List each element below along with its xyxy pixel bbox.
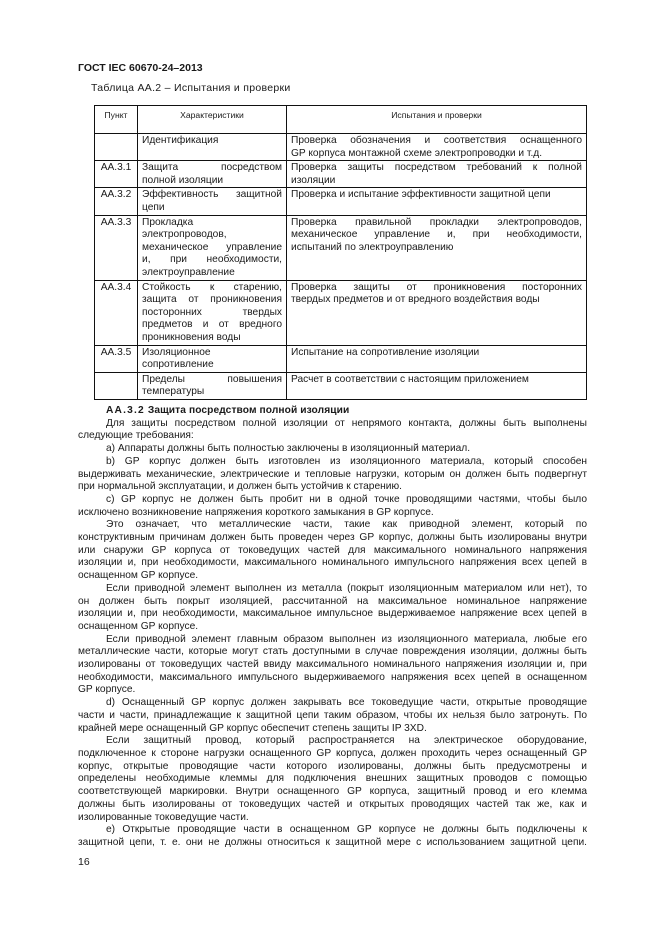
text-line: Проверка и испытание эффективности защитной цепи xyxy=(291,189,551,201)
text-line: при нормальной эксплуатации, и должен быть устойчив к старению. xyxy=(78,481,402,493)
text-line: металлические части, которые могут стать доступными в случае повреждения изоляции, должны быть xyxy=(78,646,587,658)
text-line: части и части, принадлежащие к защитной цепи таким образом, чтобы их нельзя было затронуть. По xyxy=(78,709,587,721)
text-line: Если приводной элемент главным образом выполнен из изоляционного материала, любые его xyxy=(106,633,587,645)
text-line: определены необходимые клеммы для подключения внешних защитных проводов с помощью xyxy=(78,773,587,785)
table-row xyxy=(95,280,587,345)
text-line: температуры xyxy=(142,386,205,398)
text-line: d) Оснащенный GP корпус должен закрывать все токоведущие части, открытые проводящие xyxy=(106,697,587,709)
text-line: Стойкость к старению, xyxy=(142,281,282,293)
section-title: Защита посредством полной изоляции xyxy=(147,405,350,416)
text-line: механическое управление и, при необходимости, xyxy=(291,229,582,241)
text-line: механическое управление xyxy=(142,241,282,253)
text-line: изоляции и, при необходимости, максимальное импульсное выдерживаемое напряжение всех цепей в xyxy=(78,608,587,620)
section-number: АА.3.2 xyxy=(106,405,145,416)
text-line: Испытание на сопротивление изоляции xyxy=(291,346,480,358)
text-line: должны быть изолированы от токоведущих частей и открытых проводящих частей так же, как и xyxy=(78,798,587,810)
text-line: изоляции xyxy=(291,174,336,186)
paragraph xyxy=(78,519,587,583)
text-line: оснащенном GP корпусе. xyxy=(78,570,199,582)
cell-item: АА.3.3 xyxy=(95,215,138,280)
paragraph xyxy=(78,735,587,824)
text-line: проникновения воды xyxy=(142,331,241,343)
cell-item: АА.3.1 xyxy=(95,161,138,188)
column-header-item: Пункт xyxy=(95,106,138,134)
cell-tests xyxy=(287,280,587,345)
text-line: защитной цепи, т. е. они не должны относиться к защитной мере с использованием защитной цепи. xyxy=(78,836,587,848)
section-heading xyxy=(78,405,587,418)
text-line: следующие требования: xyxy=(78,430,194,442)
text-line: Это означает, что металлические части, такие как приводной элемент, который по xyxy=(106,519,587,531)
cell-item: АА.3.2 xyxy=(95,188,138,215)
text-line: предметов и от вредного xyxy=(142,319,282,331)
table-row xyxy=(95,161,587,188)
table-row xyxy=(95,345,587,372)
cell-tests xyxy=(287,161,587,188)
text-line: и, при необходимости, xyxy=(142,254,282,266)
text-line: твердых предметов и от вредного воздействия воды xyxy=(291,294,540,306)
cell-tests xyxy=(287,188,587,215)
text-line: Прокладка xyxy=(142,216,194,228)
text-line: Проверка обозначения и соответствия оснащенного xyxy=(291,135,582,146)
text-line: а) Аппараты должны быть полностью заключены в изоляционный материал. xyxy=(106,443,471,455)
text-line: электропроводов, xyxy=(142,229,227,241)
text-line: корпус, открытые проводящие части которого изолированы, должны быть предусмотрены и xyxy=(78,760,587,772)
table-caption: Таблица АА.2 – Испытания и проверки xyxy=(91,82,291,94)
text-line: защита от проникновения xyxy=(142,294,282,306)
text-line: изолированные токоведущие части. xyxy=(78,811,249,823)
text-line: подключенное к стороне нагрузки оснащенного GP корпуса, должен проходить через оснащенный GP xyxy=(78,747,587,759)
table-row xyxy=(95,372,587,399)
text-line: Для защиты посредством полной изоляции от непрямого контакта, должны быть выполнены xyxy=(106,417,587,429)
cell-tests xyxy=(287,345,587,372)
cell-tests xyxy=(287,134,587,161)
text-line: он должен быть покрыт изоляцией, рассчитанной на максимальное номинальное напряжение xyxy=(78,595,587,607)
paragraph xyxy=(78,583,587,634)
cell-characteristic xyxy=(138,134,287,161)
paragraph xyxy=(78,634,587,698)
cell-characteristic xyxy=(138,345,287,372)
text-line: соответствующей маркировки. Внутри оснащенного GP корпуса, защитный провод и его клемма xyxy=(78,786,587,798)
text-line: электроуправление xyxy=(142,266,235,278)
text-line: Пределы повышения xyxy=(142,373,282,385)
cell-item xyxy=(95,372,138,399)
cell-item xyxy=(95,134,138,161)
text-line: выдерживать механические, электрические и тепловые нагрузки, которым он должен быть подвергнут xyxy=(78,468,587,480)
document-id: ГОСТ IEC 60670-24–2013 xyxy=(78,62,203,74)
text-line: изолированы от токоведущих частей ввиду максимального номинального напряжения изоляции и, при xyxy=(78,659,587,671)
text-line: Если приводной элемент выполнен из металла (покрыт изоляционным материалом или нет), то xyxy=(106,582,587,594)
text-line: Идентификация xyxy=(142,135,219,146)
tests-table xyxy=(94,105,587,400)
text-line: c) GP корпус не должен быть пробит ни в одной точке проводящими частями, чтобы было xyxy=(106,493,587,505)
column-header-tests: Испытания и проверки xyxy=(287,106,587,134)
paragraph xyxy=(78,494,587,519)
text-line: b) GP корпус должен быть изготовлен из изоляционного материала, который способен xyxy=(106,455,587,467)
text-line: Защита посредством xyxy=(142,162,282,174)
text-line: исключено возникновение напряжения короткого замыкания в GP корпусе. xyxy=(78,506,434,518)
paragraph xyxy=(78,418,587,443)
paragraph xyxy=(78,443,587,456)
text-line: Изоляционное xyxy=(142,346,211,358)
page-number: 16 xyxy=(78,856,90,868)
cell-item: АА.3.4 xyxy=(95,280,138,345)
column-header-characteristics: Характеристики xyxy=(138,106,287,134)
text-line: изоляции и, при необходимости, максимального номинального импульсного напряжения всех цепей в xyxy=(78,557,587,569)
text-line: полной изоляции xyxy=(142,174,224,186)
text-line: Эффективность защитной xyxy=(142,189,282,201)
text-line: цепи xyxy=(142,201,165,213)
cell-characteristic xyxy=(138,215,287,280)
section-body xyxy=(78,405,587,850)
text-line: Проверка защиты от проникновения посторонних xyxy=(291,281,582,293)
paragraph xyxy=(78,456,587,494)
text-line: или снаружи GP корпуса от токоведущих частей для максимального номинального напряжения xyxy=(78,544,587,556)
text-line: Если защитный провод, который распространяется на электрическое оборудование, xyxy=(106,735,587,747)
text-line: Расчет в соответствии с настоящим приложением xyxy=(291,373,529,385)
cell-characteristic xyxy=(138,188,287,215)
table-row xyxy=(95,188,587,215)
paragraph xyxy=(78,824,587,849)
text-line: GP корпуса монтажной схеме электропроводки и т.д. xyxy=(291,147,543,159)
table-row xyxy=(95,134,587,161)
cell-characteristic xyxy=(138,280,287,345)
text-line: GP корпусе. xyxy=(78,684,136,696)
text-line: сопротивление xyxy=(142,359,214,371)
text-line: e) Открытые проводящие части в оснащенном GP корпусе не должны быть подключены к xyxy=(106,824,587,836)
cell-item: АА.3.5 xyxy=(95,345,138,372)
table-row xyxy=(95,215,587,280)
text-line: конструктивным причинам должен быть проведен через GP корпус, должны быть изолированы внутри xyxy=(78,532,587,544)
text-line: посторонних твердых xyxy=(142,306,282,318)
text-line: оснащенном GP корпусе. xyxy=(78,620,199,632)
text-line: Проверка защиты посредством требований к полной xyxy=(291,162,582,174)
text-line: крайней мере оснащенный GP корпус обеспечит степень защиты IP 3XD. xyxy=(78,722,427,734)
cell-tests xyxy=(287,372,587,399)
paragraph xyxy=(78,697,587,735)
text-line: Проверка правильной прокладки электропроводов, xyxy=(291,216,582,228)
text-line: испытаний по электроуправлению xyxy=(291,241,454,253)
table-header-row xyxy=(95,106,587,134)
cell-tests xyxy=(287,215,587,280)
cell-characteristic xyxy=(138,161,287,188)
cell-characteristic xyxy=(138,372,287,399)
text-line: необходимости, максимального импульсного выдерживаемого напряжения всех цепей в оснащенном xyxy=(78,671,587,683)
